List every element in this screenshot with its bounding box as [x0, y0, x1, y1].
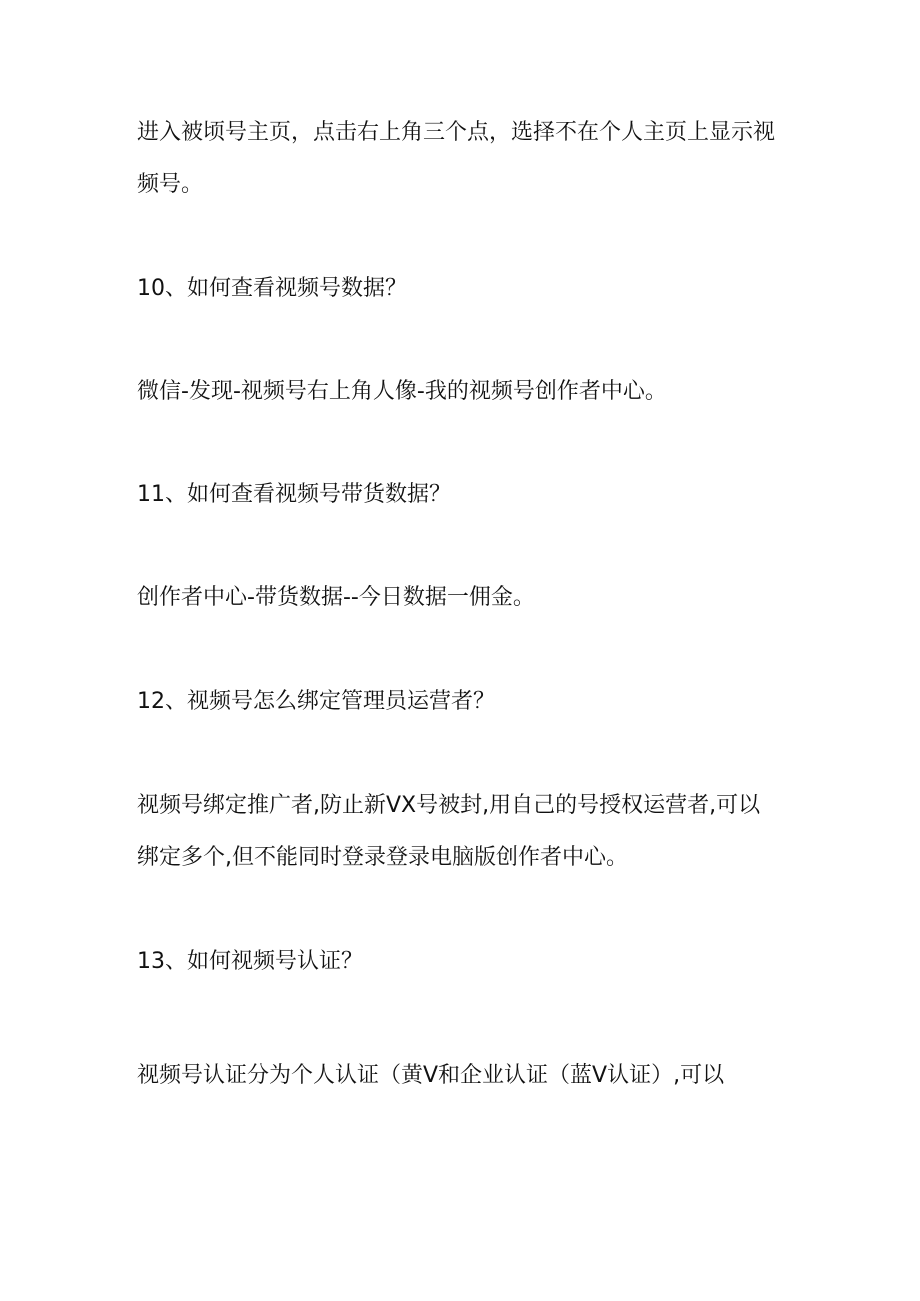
question-13-heading: 13、如何视频号认证？ [137, 949, 363, 974]
answer-13-paragraph: 视频号认证分为个人认证（黄V和企业认证（蓝V认证）,可以 [137, 1063, 725, 1088]
paragraph-hide-channel-answer: 进入被顷号主页，点击右上角三个点，选择不在个人主页上显示视频号。 [137, 120, 776, 197]
question-10-heading: 10、如何查看视频号数据？ [137, 276, 407, 301]
answer-10-paragraph: 微信-发现-视频号右上角人像-我的视频号创作者中心。 [137, 379, 667, 404]
question-11-heading: 11、如何查看视频号带货数据？ [137, 482, 451, 507]
answer-12-paragraph: 视频号绑定推广者,防止新VX号被封,用自己的号授权运营者,可以绑定多个,但不能同时登录登录电脑版创作者中心。 [137, 793, 761, 870]
question-12-heading: 12、视频号怎么绑定管理员运营者？ [137, 689, 495, 714]
answer-11-paragraph: 创作者中心-带货数据--今日数据一佣金。 [137, 585, 535, 610]
